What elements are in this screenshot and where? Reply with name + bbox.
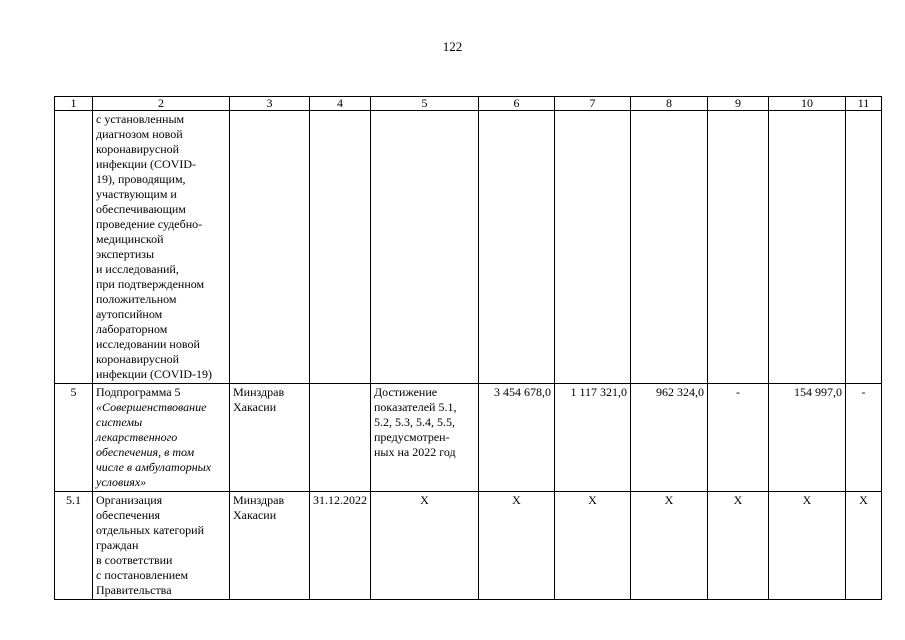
row-number: 5.1: [55, 492, 93, 600]
regional-budget: 962 324,0: [631, 384, 708, 492]
column-header: 3: [230, 97, 310, 111]
total-amount: 3 454 678,0: [479, 384, 555, 492]
column-header: 7: [555, 97, 631, 111]
other-sources: Х: [846, 492, 882, 600]
executor: [230, 111, 310, 384]
deadline: [310, 384, 371, 492]
total-amount: Х: [479, 492, 555, 600]
federal-budget: 1 117 321,0: [555, 384, 631, 492]
row-number: [55, 111, 93, 384]
indicator: [371, 111, 479, 384]
regional-budget: [631, 111, 708, 384]
indicator: Достижение показателей 5.1, 5.2, 5.3, 5.4, 5.5, предусмотрен- ных на 2022 год: [371, 384, 479, 492]
column-header: 4: [310, 97, 371, 111]
column-header: 5: [371, 97, 479, 111]
fund-budget: Х: [769, 492, 846, 600]
column-header: 8: [631, 97, 708, 111]
measure-name: [93, 384, 230, 492]
column-header: 1: [55, 97, 93, 111]
table-row: [55, 492, 882, 600]
column-header: 9: [708, 97, 769, 111]
deadline: [310, 111, 371, 384]
other-sources: -: [846, 384, 882, 492]
table-row: [55, 384, 882, 492]
municipal-budget: [708, 111, 769, 384]
subprogram-title: «Совершенствование системы лекарственного обеспечения, в том числе в амбулаторных условиях»: [96, 400, 212, 489]
column-number-row: [55, 97, 882, 111]
column-header: 11: [846, 97, 882, 111]
fund-budget: 154 997,0: [769, 384, 846, 492]
table-row: [55, 111, 882, 384]
federal-budget: [555, 111, 631, 384]
deadline: 31.12.2022: [310, 492, 371, 600]
municipal-budget: -: [708, 384, 769, 492]
municipal-budget: Х: [708, 492, 769, 600]
row-number: 5: [55, 384, 93, 492]
total-amount: [479, 111, 555, 384]
measure-name: Организация обеспечения отдельных категорий граждан в соответствии с постановлением Правительства: [93, 492, 230, 600]
page-number: 122: [442, 39, 463, 54]
column-header: 6: [479, 97, 555, 111]
subprogram-label: Подпрограмма 5: [96, 385, 181, 399]
column-header: 2: [93, 97, 230, 111]
federal-budget: Х: [555, 492, 631, 600]
other-sources: [846, 111, 882, 384]
executor: Минздрав Хакасии: [230, 384, 310, 492]
regional-budget: Х: [631, 492, 708, 600]
indicator: Х: [371, 492, 479, 600]
fund-budget: [769, 111, 846, 384]
program-table: [54, 96, 882, 600]
column-header: 10: [769, 97, 846, 111]
executor: Минздрав Хакасии: [230, 492, 310, 600]
measure-name: с установленным диагнозом новой коронавирусной инфекции (COVID- 19), проводящим, участвующим и обеспечивающим проведение судебно- медицинской экспертизы и исследований, при подтвержденном положительном аутопсийном лабораторном исследовании новой коронавирусной инфекции (COVID-19): [93, 111, 230, 384]
